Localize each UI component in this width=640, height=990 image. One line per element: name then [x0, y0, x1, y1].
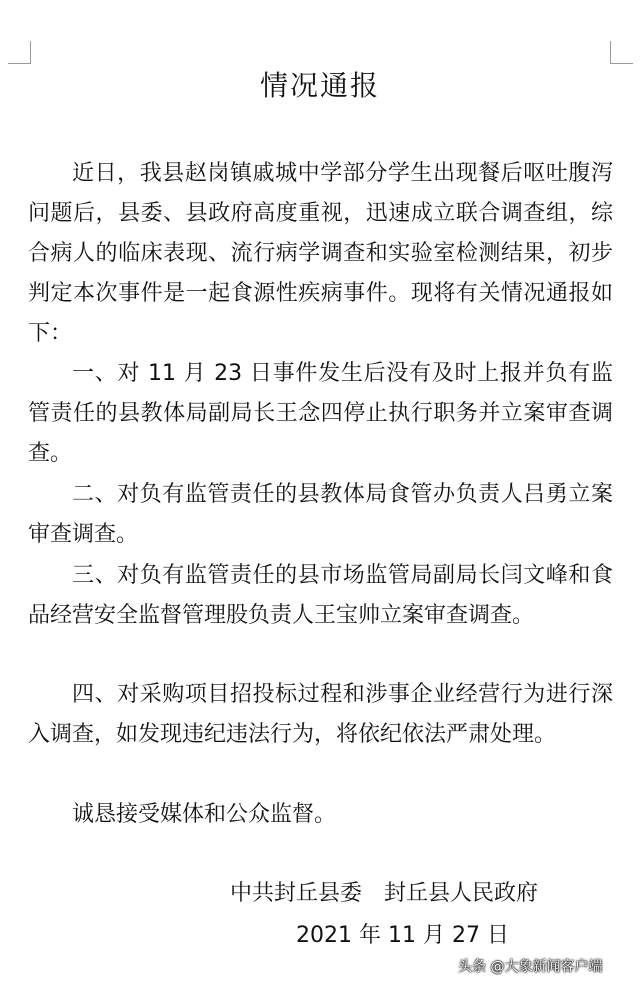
document-title: 情况通报 [259, 69, 380, 102]
body-paragraph-closing: 诚恳接受媒体和公众监督。 [72, 802, 337, 827]
margin-corner-mark-right [610, 41, 633, 64]
source-watermark: 头条 @大象新闻客户端 [458, 959, 603, 975]
signature-date: 2021 年 11 月 27 日 [296, 923, 509, 948]
margin-corner-mark-left [8, 41, 31, 64]
body-paragraph-item-2: 二、对负有监管责任的县教体局食管办负责人吕勇立案审查调查。 [28, 482, 613, 547]
body-paragraph-item-4: 四、对采购项目招投标过程和涉事企业经营行为进行深入调查，如发现违纪违法行为，将依纪依法严肃处理。 [28, 682, 613, 747]
body-paragraph-item-1: 一、对 11 月 23 日事件发生后没有及时上报并负有监管责任的县教体局副局长王念四停止执行职务并立案审查调查。 [28, 361, 613, 466]
body-paragraph-item-3: 三、对负有监管责任的县市场监管局副局长闫文峰和食品经营安全监督管理股负责人王宝帅立案审查调查。 [28, 563, 613, 628]
body-paragraph-intro: 近日，我县赵岗镇戚城中学部分学生出现餐后呕吐腹泻问题后，县委、县政府高度重视，迅速成立联合调查组，综合病人的临床表现、流行病学调查和实验室检测结果，初步判定本次事件是一起食源性疾病事件。现将有关情况通报如下： [28, 161, 613, 346]
signature-organizations: 中共封丘县委 封丘县人民政府 [230, 881, 539, 906]
